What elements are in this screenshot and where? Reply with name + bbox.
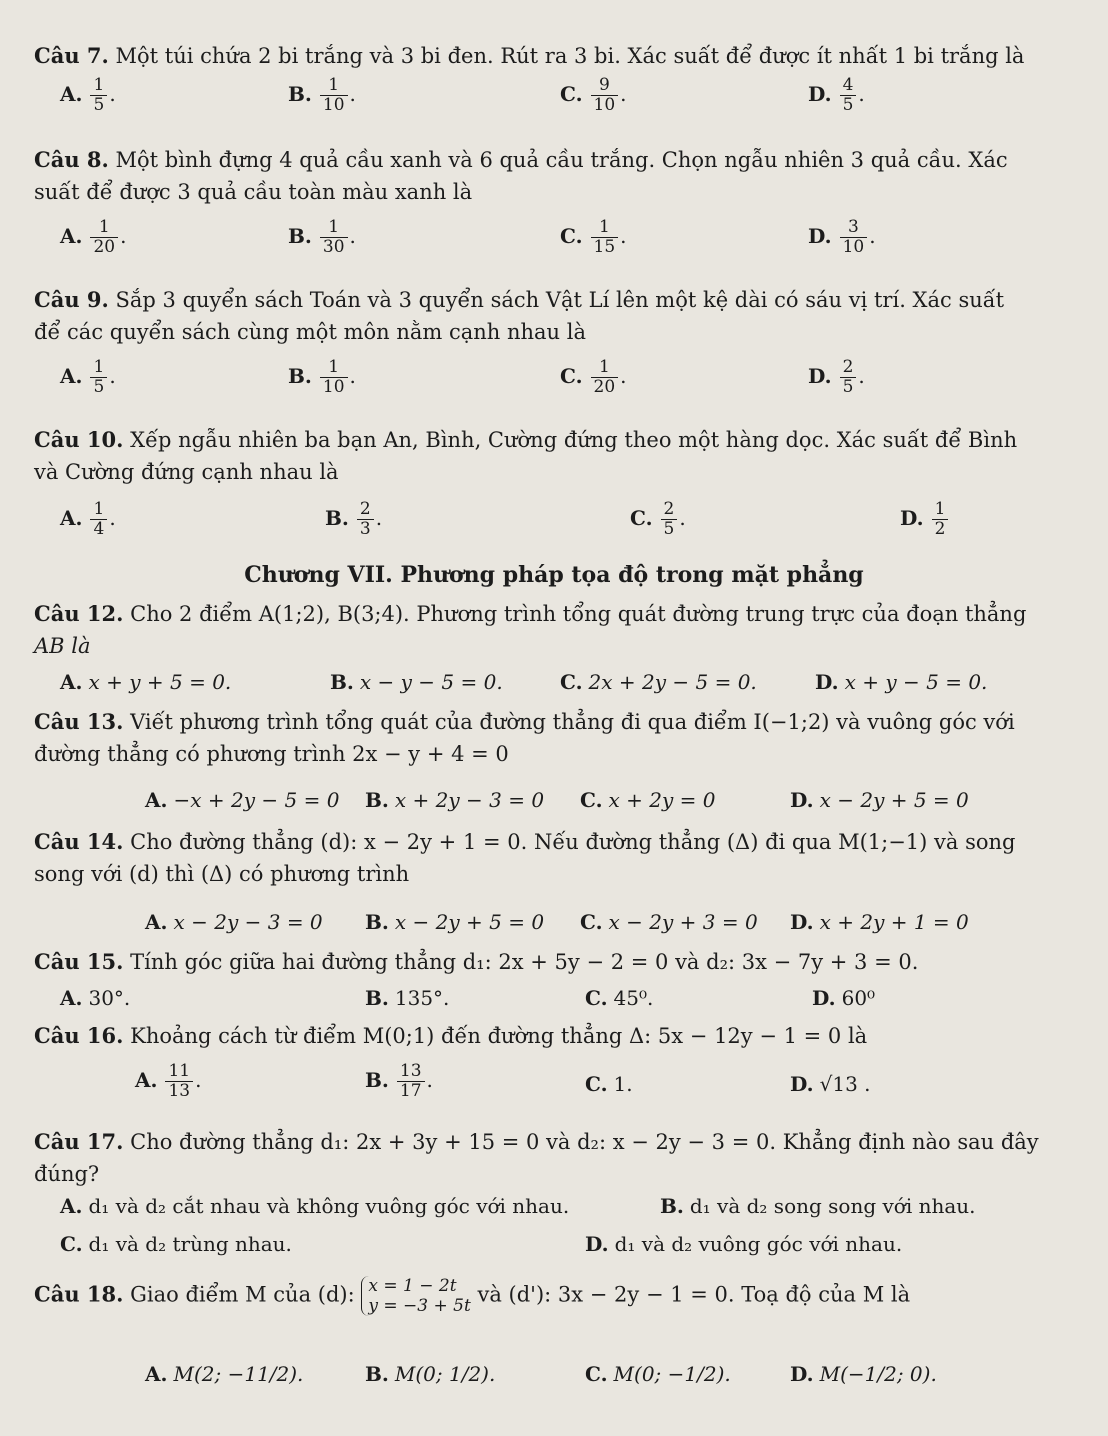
- question-10: [34, 424, 1084, 488]
- question-number: Câu 7.: [34, 43, 109, 68]
- q12-option-a[interactable]: A. x + y + 5 = 0.: [60, 670, 232, 694]
- q10-option-c[interactable]: C. $\frac{2}{5}$ .: [630, 499, 686, 539]
- q16-option-c[interactable]: C. 1.: [585, 1072, 633, 1096]
- question-number: Câu 8.: [34, 147, 109, 172]
- q15-option-a[interactable]: A. 30°.: [60, 986, 131, 1010]
- question-text: đường thẳng có phương trình 2x − y + 4 = 0: [34, 742, 509, 766]
- q18-option-b[interactable]: B. M(0; 1/2).: [365, 1362, 496, 1386]
- question-14: [34, 826, 1084, 890]
- q15-option-b[interactable]: B. 135°.: [365, 986, 450, 1010]
- question-text: Một túi chứa 2 bi trắng và 3 bi đen. Rút ra 3 bi. Xác suất để được ít nhất 1 bi trắng là: [115, 44, 1025, 68]
- question-text: Sắp 3 quyển sách Toán và 3 quyển sách Vật Lí lên một kệ dài có sáu vị trí. Xác suất: [115, 288, 1005, 312]
- question-text: và (d'): 3x − 2y − 1 = 0. Toạ độ của M là: [477, 1282, 911, 1307]
- question-text: Tính góc giữa hai đường thẳng d₁: 2x + 5y − 2 = 0 và d₂: 3x − 7y + 3 = 0.: [130, 950, 919, 974]
- parametric-system: x = 1 − 2t y = −3 + 5t: [361, 1276, 470, 1316]
- q18-option-c[interactable]: C. M(0; −1/2).: [585, 1362, 731, 1386]
- question-17: [34, 1126, 1084, 1190]
- q9-option-d[interactable]: D. $\frac{2}{5}$ .: [808, 357, 865, 397]
- q15-option-c[interactable]: C. 45⁰.: [585, 986, 654, 1010]
- question-text: Cho đường thẳng d₁: 2x + 3y + 15 = 0 và d₂: x − 2y − 3 = 0. Khẳng định nào sau đây: [130, 1130, 1039, 1154]
- q7-option-c[interactable]: C. $\frac{9}{10}$ .: [560, 75, 627, 115]
- question-13: [34, 706, 1084, 770]
- question-number: Câu 13.: [34, 709, 124, 734]
- q14-option-d[interactable]: D. x + 2y + 1 = 0: [790, 910, 969, 934]
- q9-option-b[interactable]: B. $\frac{1}{10}$ .: [288, 357, 356, 397]
- question-number: Câu 14.: [34, 829, 124, 854]
- question-text: Một bình đựng 4 quả cầu xanh và 6 quả cầu trắng. Chọn ngẫu nhiên 3 quả cầu. Xác: [115, 148, 1008, 172]
- q7-option-d[interactable]: D. $\frac{4}{5}$ .: [808, 75, 865, 115]
- q17-option-c[interactable]: C. d₁ và d₂ trùng nhau.: [60, 1232, 292, 1256]
- q12-option-d[interactable]: D. x + y − 5 = 0.: [815, 670, 988, 694]
- q9-option-c[interactable]: C. $\frac{1}{20}$ .: [560, 357, 627, 397]
- question-number: Câu 12.: [34, 601, 124, 626]
- q8-option-b[interactable]: B. $\frac{1}{30}$ .: [288, 217, 356, 257]
- question-number: Câu 16.: [34, 1023, 124, 1048]
- q15-option-d[interactable]: D. 60⁰: [812, 986, 876, 1010]
- question-text: Viết phương trình tổng quát của đường thẳng đi qua điểm I(−1;2) và vuông góc với: [130, 710, 1015, 734]
- q13-option-a[interactable]: A. −x + 2y − 5 = 0: [145, 788, 340, 812]
- question-12: [34, 598, 1084, 662]
- question-text: và Cường đứng cạnh nhau là: [34, 460, 339, 484]
- question-number: Câu 10.: [34, 427, 124, 452]
- q8-option-a[interactable]: A. $\frac{1}{20}$ .: [60, 217, 127, 257]
- question-text: Xếp ngẫu nhiên ba bạn An, Bình, Cường đứng theo một hàng dọc. Xác suất để Bình: [130, 428, 1018, 452]
- q7-option-b[interactable]: B. $\frac{1}{10}$ .: [288, 75, 356, 115]
- question-number: Câu 17.: [34, 1129, 124, 1154]
- q8-option-d[interactable]: D. $\frac{3}{10}$ .: [808, 217, 876, 257]
- question-9: [34, 284, 1084, 348]
- q13-option-c[interactable]: C. x + 2y = 0: [580, 788, 716, 812]
- q16-option-a[interactable]: A. $\frac{11}{13}$ .: [135, 1061, 202, 1101]
- question-number: Câu 18.: [34, 1281, 124, 1307]
- question-text: suất để được 3 quả cầu toàn màu xanh là: [34, 180, 473, 204]
- q14-option-b[interactable]: B. x − 2y + 5 = 0: [365, 910, 545, 934]
- q8-option-c[interactable]: C. $\frac{1}{15}$ .: [560, 217, 627, 257]
- q18-option-d[interactable]: D. M(−1/2; 0).: [790, 1362, 937, 1386]
- question-text: Giao điểm M của (d):: [130, 1282, 355, 1307]
- chapter-heading: Chương VII. Phương pháp tọa độ trong mặt phẳng: [244, 562, 864, 588]
- q16-option-b[interactable]: B. $\frac{13}{17}$ .: [365, 1061, 433, 1101]
- q16-option-d[interactable]: D. √13 .: [790, 1072, 871, 1096]
- question-text: Cho đường thẳng (d): x − 2y + 1 = 0. Nếu đường thẳng (Δ) đi qua M(1;−1) và song: [130, 830, 1016, 854]
- q14-option-c[interactable]: C. x − 2y + 3 = 0: [580, 910, 758, 934]
- question-number: Câu 15.: [34, 949, 124, 974]
- q10-option-a[interactable]: A. $\frac{1}{4}$ .: [60, 499, 116, 539]
- question-text: đúng?: [34, 1162, 100, 1186]
- question-text: AB là: [34, 634, 91, 658]
- q10-option-d[interactable]: D. $\frac{1}{2}$: [900, 500, 950, 539]
- q13-option-b[interactable]: B. x + 2y − 3 = 0: [365, 788, 545, 812]
- question-text: Cho 2 điểm A(1;2), B(3;4). Phương trình tổng quát đường trung trực của đoạn thẳng: [130, 602, 1027, 626]
- q12-option-b[interactable]: B. x − y − 5 = 0.: [330, 670, 503, 694]
- question-18: [34, 1276, 1084, 1316]
- q18-option-a[interactable]: A. M(2; −11/2).: [145, 1362, 304, 1386]
- q13-option-d[interactable]: D. x − 2y + 5 = 0: [790, 788, 969, 812]
- q12-option-c[interactable]: C. 2x + 2y − 5 = 0.: [560, 670, 757, 694]
- question-text: để các quyển sách cùng một môn nằm cạnh nhau là: [34, 320, 586, 344]
- q14-option-a[interactable]: A. x − 2y − 3 = 0: [145, 910, 323, 934]
- question-15: [34, 946, 1084, 978]
- question-7: [34, 40, 1084, 72]
- q17-option-b[interactable]: B. d₁ và d₂ song song với nhau.: [660, 1194, 976, 1218]
- question-text: Khoảng cách từ điểm M(0;1) đến đường thẳng Δ: 5x − 12y − 1 = 0 là: [130, 1024, 868, 1048]
- question-text: song với (d) thì (Δ) có phương trình: [34, 862, 410, 886]
- q17-option-a[interactable]: A. d₁ và d₂ cắt nhau và không vuông góc với nhau.: [60, 1194, 570, 1218]
- q10-option-b[interactable]: B. $\frac{2}{3}$ .: [325, 499, 383, 539]
- question-8: [34, 144, 1084, 208]
- question-16: [34, 1020, 1084, 1052]
- question-number: Câu 9.: [34, 287, 109, 312]
- q9-option-a[interactable]: A. $\frac{1}{5}$ .: [60, 357, 116, 397]
- q17-option-d[interactable]: D. d₁ và d₂ vuông góc với nhau.: [585, 1232, 903, 1256]
- q7-option-a[interactable]: A. $\frac{1}{5}$ .: [60, 75, 116, 115]
